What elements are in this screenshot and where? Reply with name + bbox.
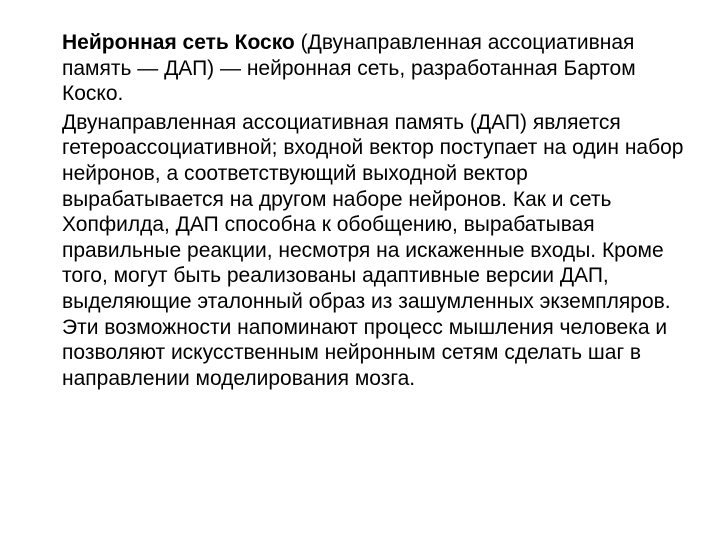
definition-paragraph — [62, 30, 692, 107]
description-paragraph: Двунаправленная ассоциативная память (ДАП) является гетероассоциативной; входной вектор поступает на один набор нейронов, а соответствующий выходной вектор вырабатывается на другом наборе нейронов. Как и сеть Хопфилда, ДАП способна к обобщению, вырабатывая правильные реакции, несмотря на искаженные входы. Кроме того, могут быть реализованы адаптивные версии ДАП, выделяющие эталонный образ из зашумленных экземпляров. Эти возможности напоминают процесс мышления человека и позволяют искусственным нейронным сетям сделать шаг в направлении моделирования мозга. — [62, 110, 684, 390]
term-heading: Нейронная сеть Коско — [62, 31, 295, 54]
definition-text: (Двунаправленная ассоциативная память — ДАП) — нейронная сеть, разработанная Бартом Коско. — [62, 31, 636, 106]
slide-text-block — [62, 30, 692, 391]
